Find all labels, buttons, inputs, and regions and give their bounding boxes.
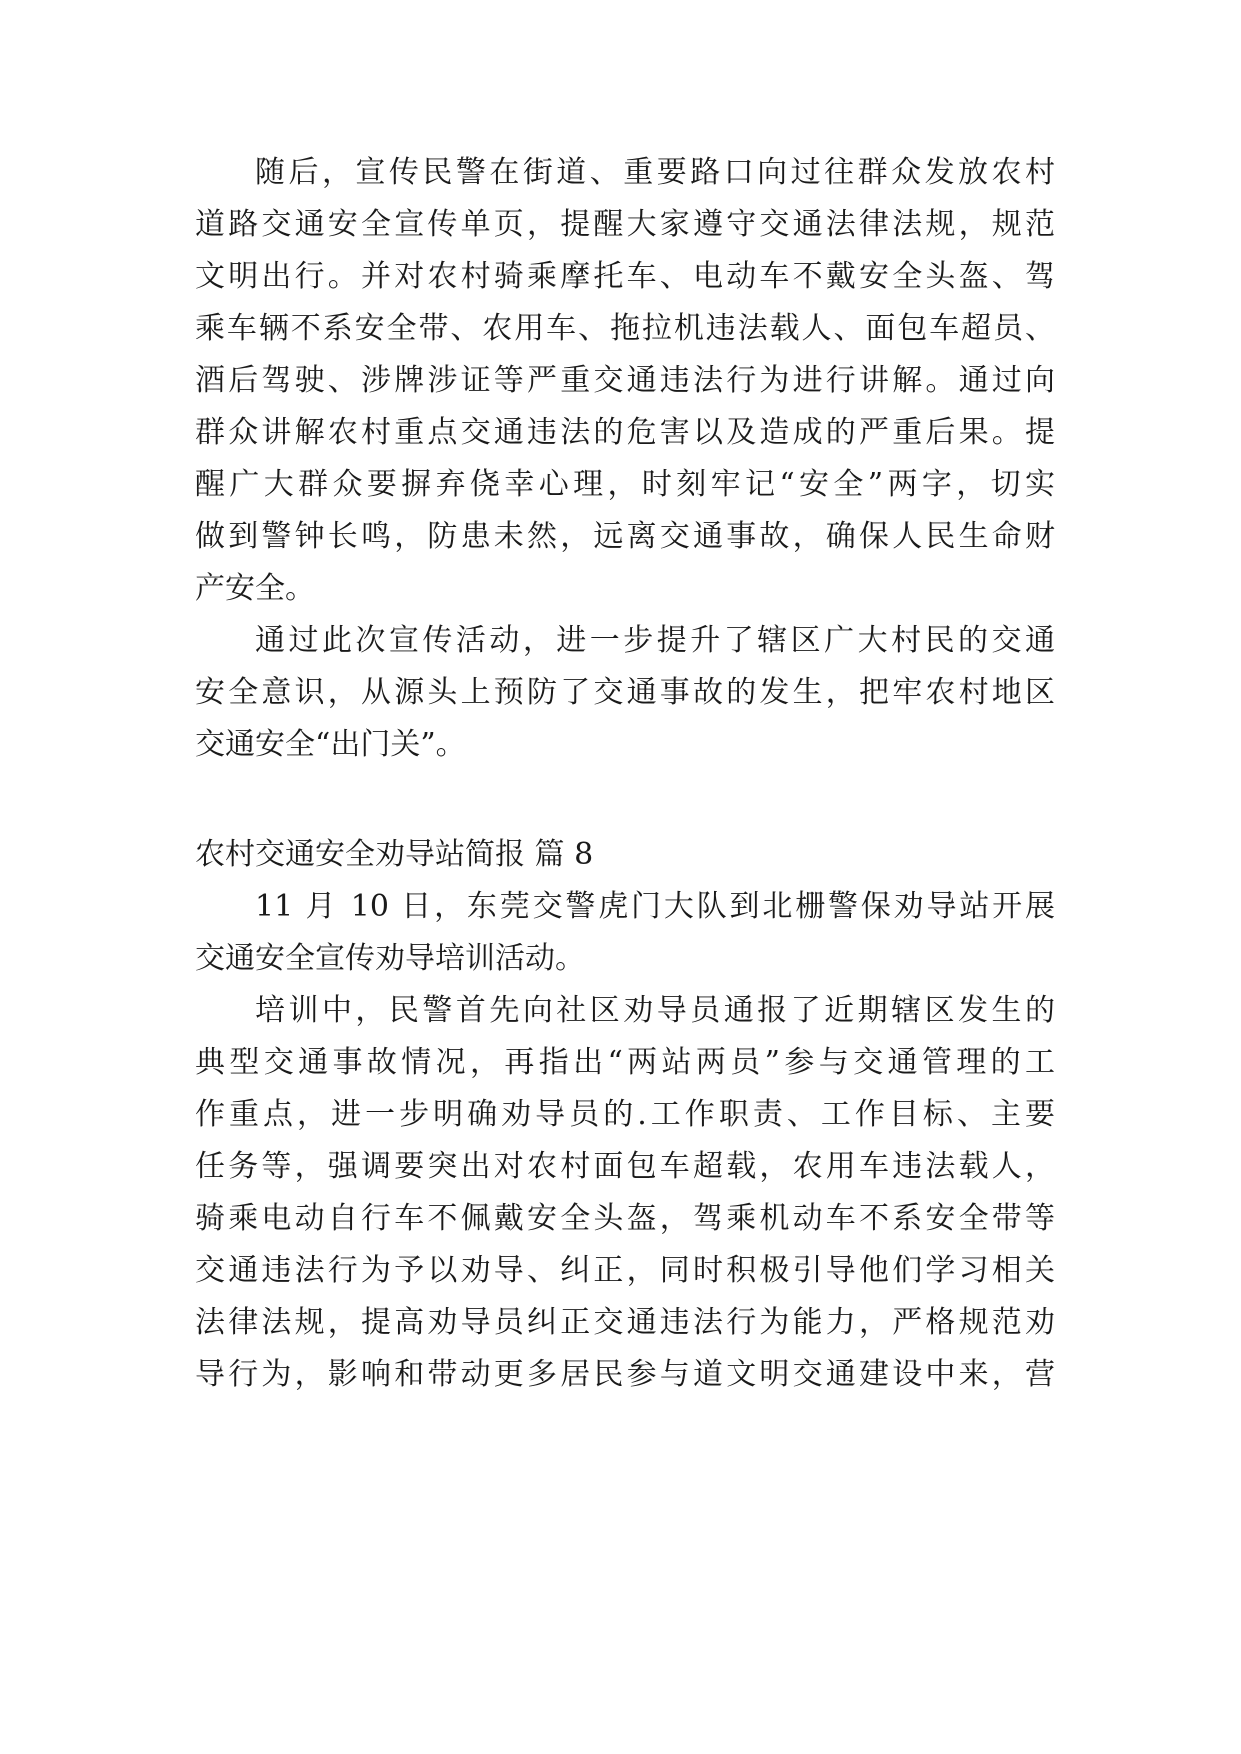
paragraph-4-line-7: 法律法规，提高劝导员纠正交通违法行为能力，严格规范劝 [195,1305,1055,1340]
paragraph-3-line-2: 交通安全宣传劝导培训活动。 [195,941,585,976]
paragraph-4-line-6: 交通违法行为予以劝导、纠正，同时积极引导他们学习相关 [195,1253,1055,1288]
paragraph-2-line-1: 通过此次宣传活动，进一步提升了辖区广大村民的交通 [255,623,1055,658]
paragraph-1-line-3: 文明出行。并对农村骑乘摩托车、电动车不戴安全头盔、驾 [195,259,1055,294]
paragraph-4-line-2: 典型交通事故情况，再指出“两站两员”参与交通管理的工 [195,1045,1055,1080]
paragraph-3-line-1: 11 月 10 日，东莞交警虎门大队到北栅警保劝导站开展 [255,889,1055,924]
paragraph-4-line-3: 作重点，进一步明确劝导员的.工作职责、工作目标、主要 [195,1097,1055,1132]
section-heading: 农村交通安全劝导站简报 篇 8 [195,837,594,872]
paragraph-2-line-3: 交通安全“出门关”。 [195,727,466,762]
paragraph-4-line-8: 导行为，影响和带动更多居民参与道文明交通建设中来，营 [195,1357,1055,1392]
paragraph-1-line-2: 道路交通安全宣传单页，提醒大家遵守交通法律法规，规范 [195,207,1055,242]
paragraph-1-line-5: 酒后驾驶、涉牌涉证等严重交通违法行为进行讲解。通过向 [195,363,1055,398]
paragraph-1-line-4: 乘车辆不系安全带、农用车、拖拉机违法载人、面包车超员、 [195,311,1055,346]
paragraph-1-line-8: 做到警钟长鸣，防患未然，远离交通事故，确保人民生命财 [195,519,1055,554]
paragraph-4-line-4: 任务等，强调要突出对农村面包车超载，农用车违法载人， [195,1149,1055,1184]
paragraph-2-line-2: 安全意识，从源头上预防了交通事故的发生，把牢农村地区 [195,675,1055,710]
paragraph-1-line-1: 随后，宣传民警在街道、重要路口向过往群众发放农村 [255,155,1055,190]
paragraph-4-line-1: 培训中，民警首先向社区劝导员通报了近期辖区发生的 [255,993,1055,1028]
paragraph-1-line-9: 产安全。 [195,571,315,606]
paragraph-1-line-6: 群众讲解农村重点交通违法的危害以及造成的严重后果。提 [195,415,1055,450]
paragraph-1-line-7: 醒广大群众要摒弃侥幸心理，时刻牢记“安全”两字，切实 [195,467,1055,502]
paragraph-4-line-5: 骑乘电动自行车不佩戴安全头盔，驾乘机动车不系安全带等 [195,1201,1055,1236]
